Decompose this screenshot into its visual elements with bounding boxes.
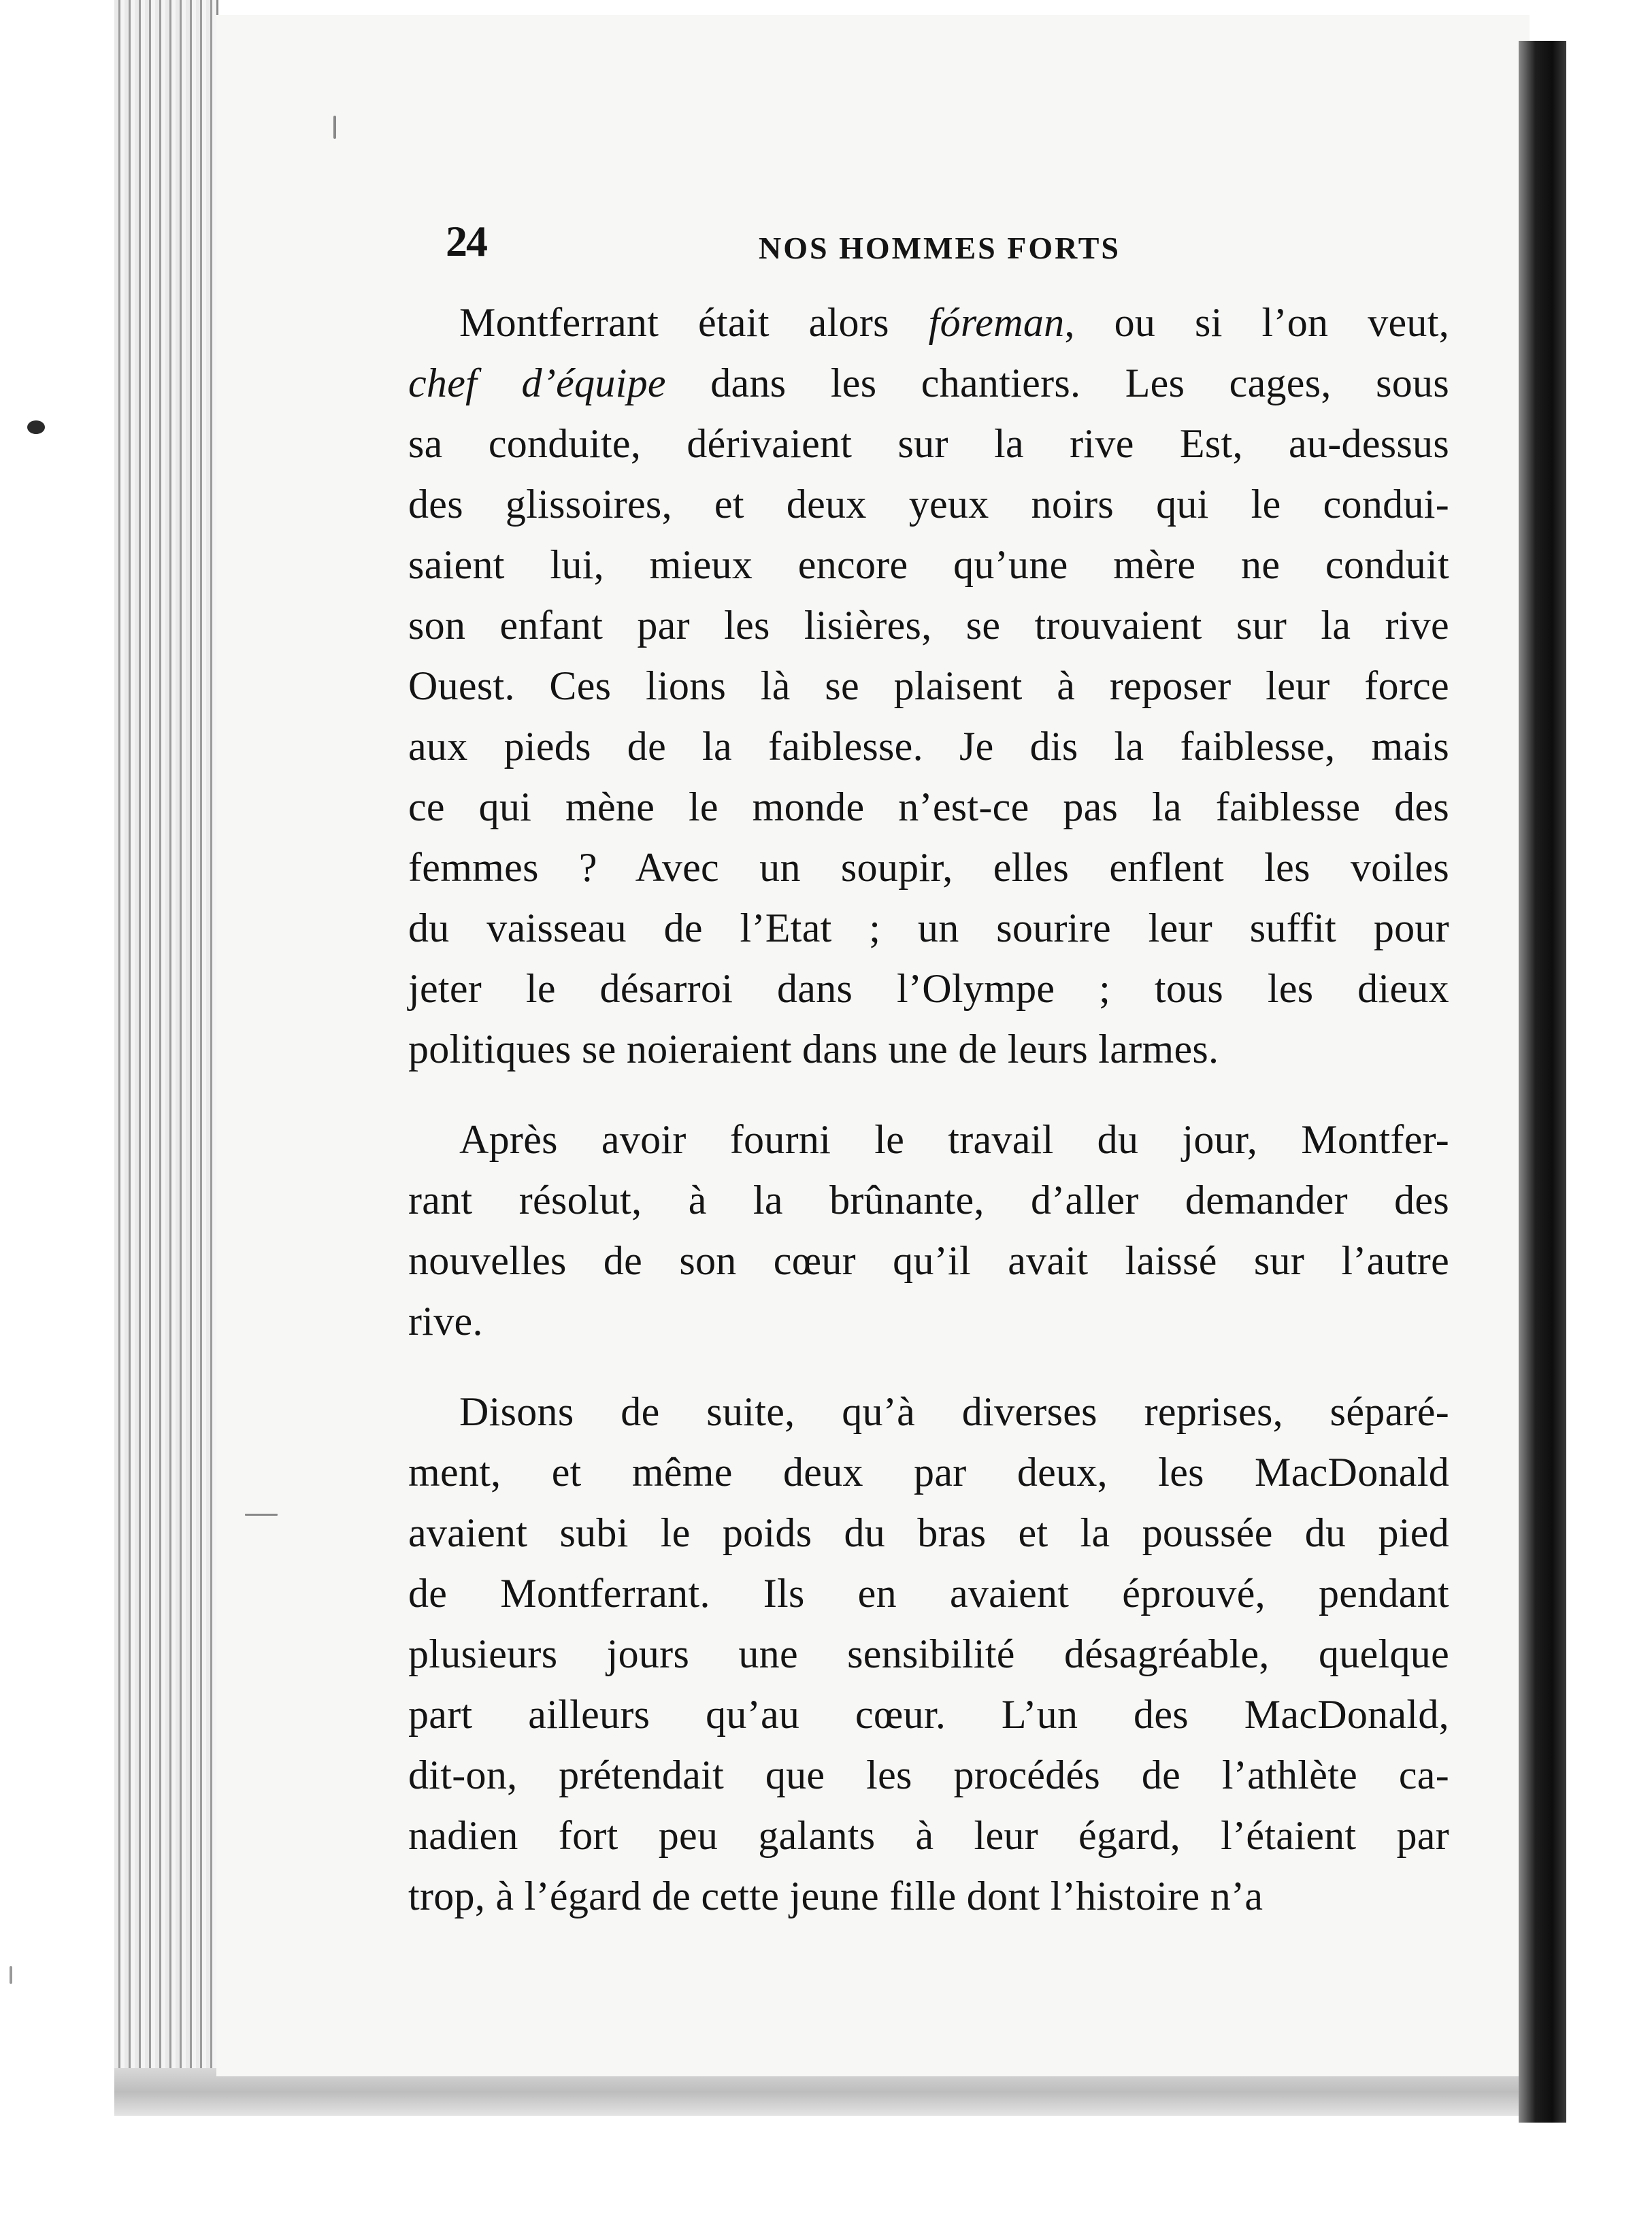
line-text: dit-on, prétendait que les procédés de l’athlète ca- — [408, 1752, 1449, 1797]
line-text: jeter le désarroi dans l’Olympe ; tous les dieux — [408, 966, 1449, 1011]
text-line — [408, 1231, 1449, 1291]
ink-speck — [27, 420, 45, 434]
text-line — [408, 1170, 1449, 1231]
text-line — [408, 656, 1449, 716]
line-text: dans les chantiers. Les cages, sous — [665, 361, 1449, 405]
ink-speck — [245, 1514, 278, 1516]
line-text: saient lui, mieux encore qu’une mère ne conduit — [408, 542, 1449, 587]
line-text: aux pieds de la faiblesse. Je dis la faiblesse, mais — [408, 724, 1449, 769]
paragraph — [408, 1110, 1449, 1352]
text-line — [408, 1563, 1449, 1624]
text-line — [408, 1442, 1449, 1503]
line-text: ce qui mène le monde n’est-ce pas la faiblesse des — [408, 784, 1449, 829]
text-line — [408, 1382, 1449, 1442]
line-text: rive. — [408, 1299, 483, 1344]
running-title: NOS HOMMES FORTS — [759, 231, 1121, 265]
line-text: , ou si l’on veut, — [1064, 300, 1449, 345]
text-line — [408, 777, 1449, 837]
line-text: plusieurs jours une sensibilité désagréable, quelque — [408, 1631, 1449, 1676]
text-line — [408, 898, 1449, 959]
italic-text: fóreman — [928, 300, 1065, 345]
text-line — [408, 414, 1449, 474]
line-text: trop, à l’égard de cette jeune fille dont l’histoire n’a — [408, 1874, 1263, 1918]
text-line — [408, 353, 1449, 414]
ink-speck — [333, 116, 336, 139]
text-line — [408, 474, 1449, 535]
text-line — [408, 1745, 1449, 1806]
line-text: part ailleurs qu’au cœur. L’un des MacDonald, — [408, 1692, 1449, 1737]
text-line — [408, 1291, 1449, 1352]
body-text — [408, 293, 1449, 1927]
text-line — [408, 959, 1449, 1019]
italic-text: chef d’équipe — [408, 361, 666, 405]
text-line — [408, 716, 1449, 777]
text-line — [408, 293, 1449, 353]
line-text: Montferrant était alors — [459, 300, 929, 345]
page-number: 24 — [446, 217, 486, 265]
text-line — [408, 1110, 1449, 1170]
ink-speck — [10, 1966, 12, 1984]
line-text: femmes ? Avec un soupir, elles enflent les voiles — [408, 845, 1449, 890]
paragraph — [408, 293, 1449, 1080]
paragraph-gap — [408, 1352, 1449, 1382]
line-text: avaient subi le poids du bras et la poussée du pied — [408, 1510, 1449, 1555]
book-page-edges — [114, 0, 218, 2109]
text-line — [408, 1503, 1449, 1563]
line-text: du vaisseau de l’Etat ; un sourire leur suffit pour — [408, 906, 1449, 950]
line-text: des glissoires, et deux yeux noirs qui le condui- — [408, 482, 1449, 527]
text-line — [408, 1019, 1449, 1080]
line-text: Ouest. Ces lions là se plaisent à reposer leur force — [408, 663, 1449, 708]
text-line — [408, 1624, 1449, 1684]
book-spine-shadow — [1519, 41, 1566, 2123]
line-text: politiques se noieraient dans une de leurs larmes. — [408, 1027, 1219, 1072]
text-line — [408, 1806, 1449, 1866]
line-text: sa conduite, dérivaient sur la rive Est, au-dessus — [408, 421, 1449, 466]
paragraph-gap — [408, 1080, 1449, 1110]
scan-margin — [0, 0, 116, 2226]
line-text: rant résolut, à la brûnante, d’aller demander des — [408, 1178, 1449, 1223]
line-text: de Montferrant. Ils en avaient éprouvé, pendant — [408, 1571, 1449, 1616]
line-text: Disons de suite, qu’à diverses reprises, séparé- — [459, 1389, 1449, 1434]
text-line — [408, 535, 1449, 595]
paragraph — [408, 1382, 1449, 1927]
line-text: nouvelles de son cœur qu’il avait laissé sur l’autre — [408, 1238, 1449, 1283]
line-text: ment, et même deux par deux, les MacDonald — [408, 1450, 1449, 1495]
text-line — [408, 1684, 1449, 1745]
line-text: nadien fort peu galants à leur égard, l’étaient par — [408, 1813, 1449, 1858]
line-text: Après avoir fourni le travail du jour, Montfer- — [459, 1117, 1449, 1162]
text-line — [408, 595, 1449, 656]
text-line — [408, 1866, 1449, 1927]
page-header — [446, 216, 1432, 271]
line-text: son enfant par les lisières, se trouvaient sur la rive — [408, 603, 1449, 648]
text-line — [408, 837, 1449, 898]
